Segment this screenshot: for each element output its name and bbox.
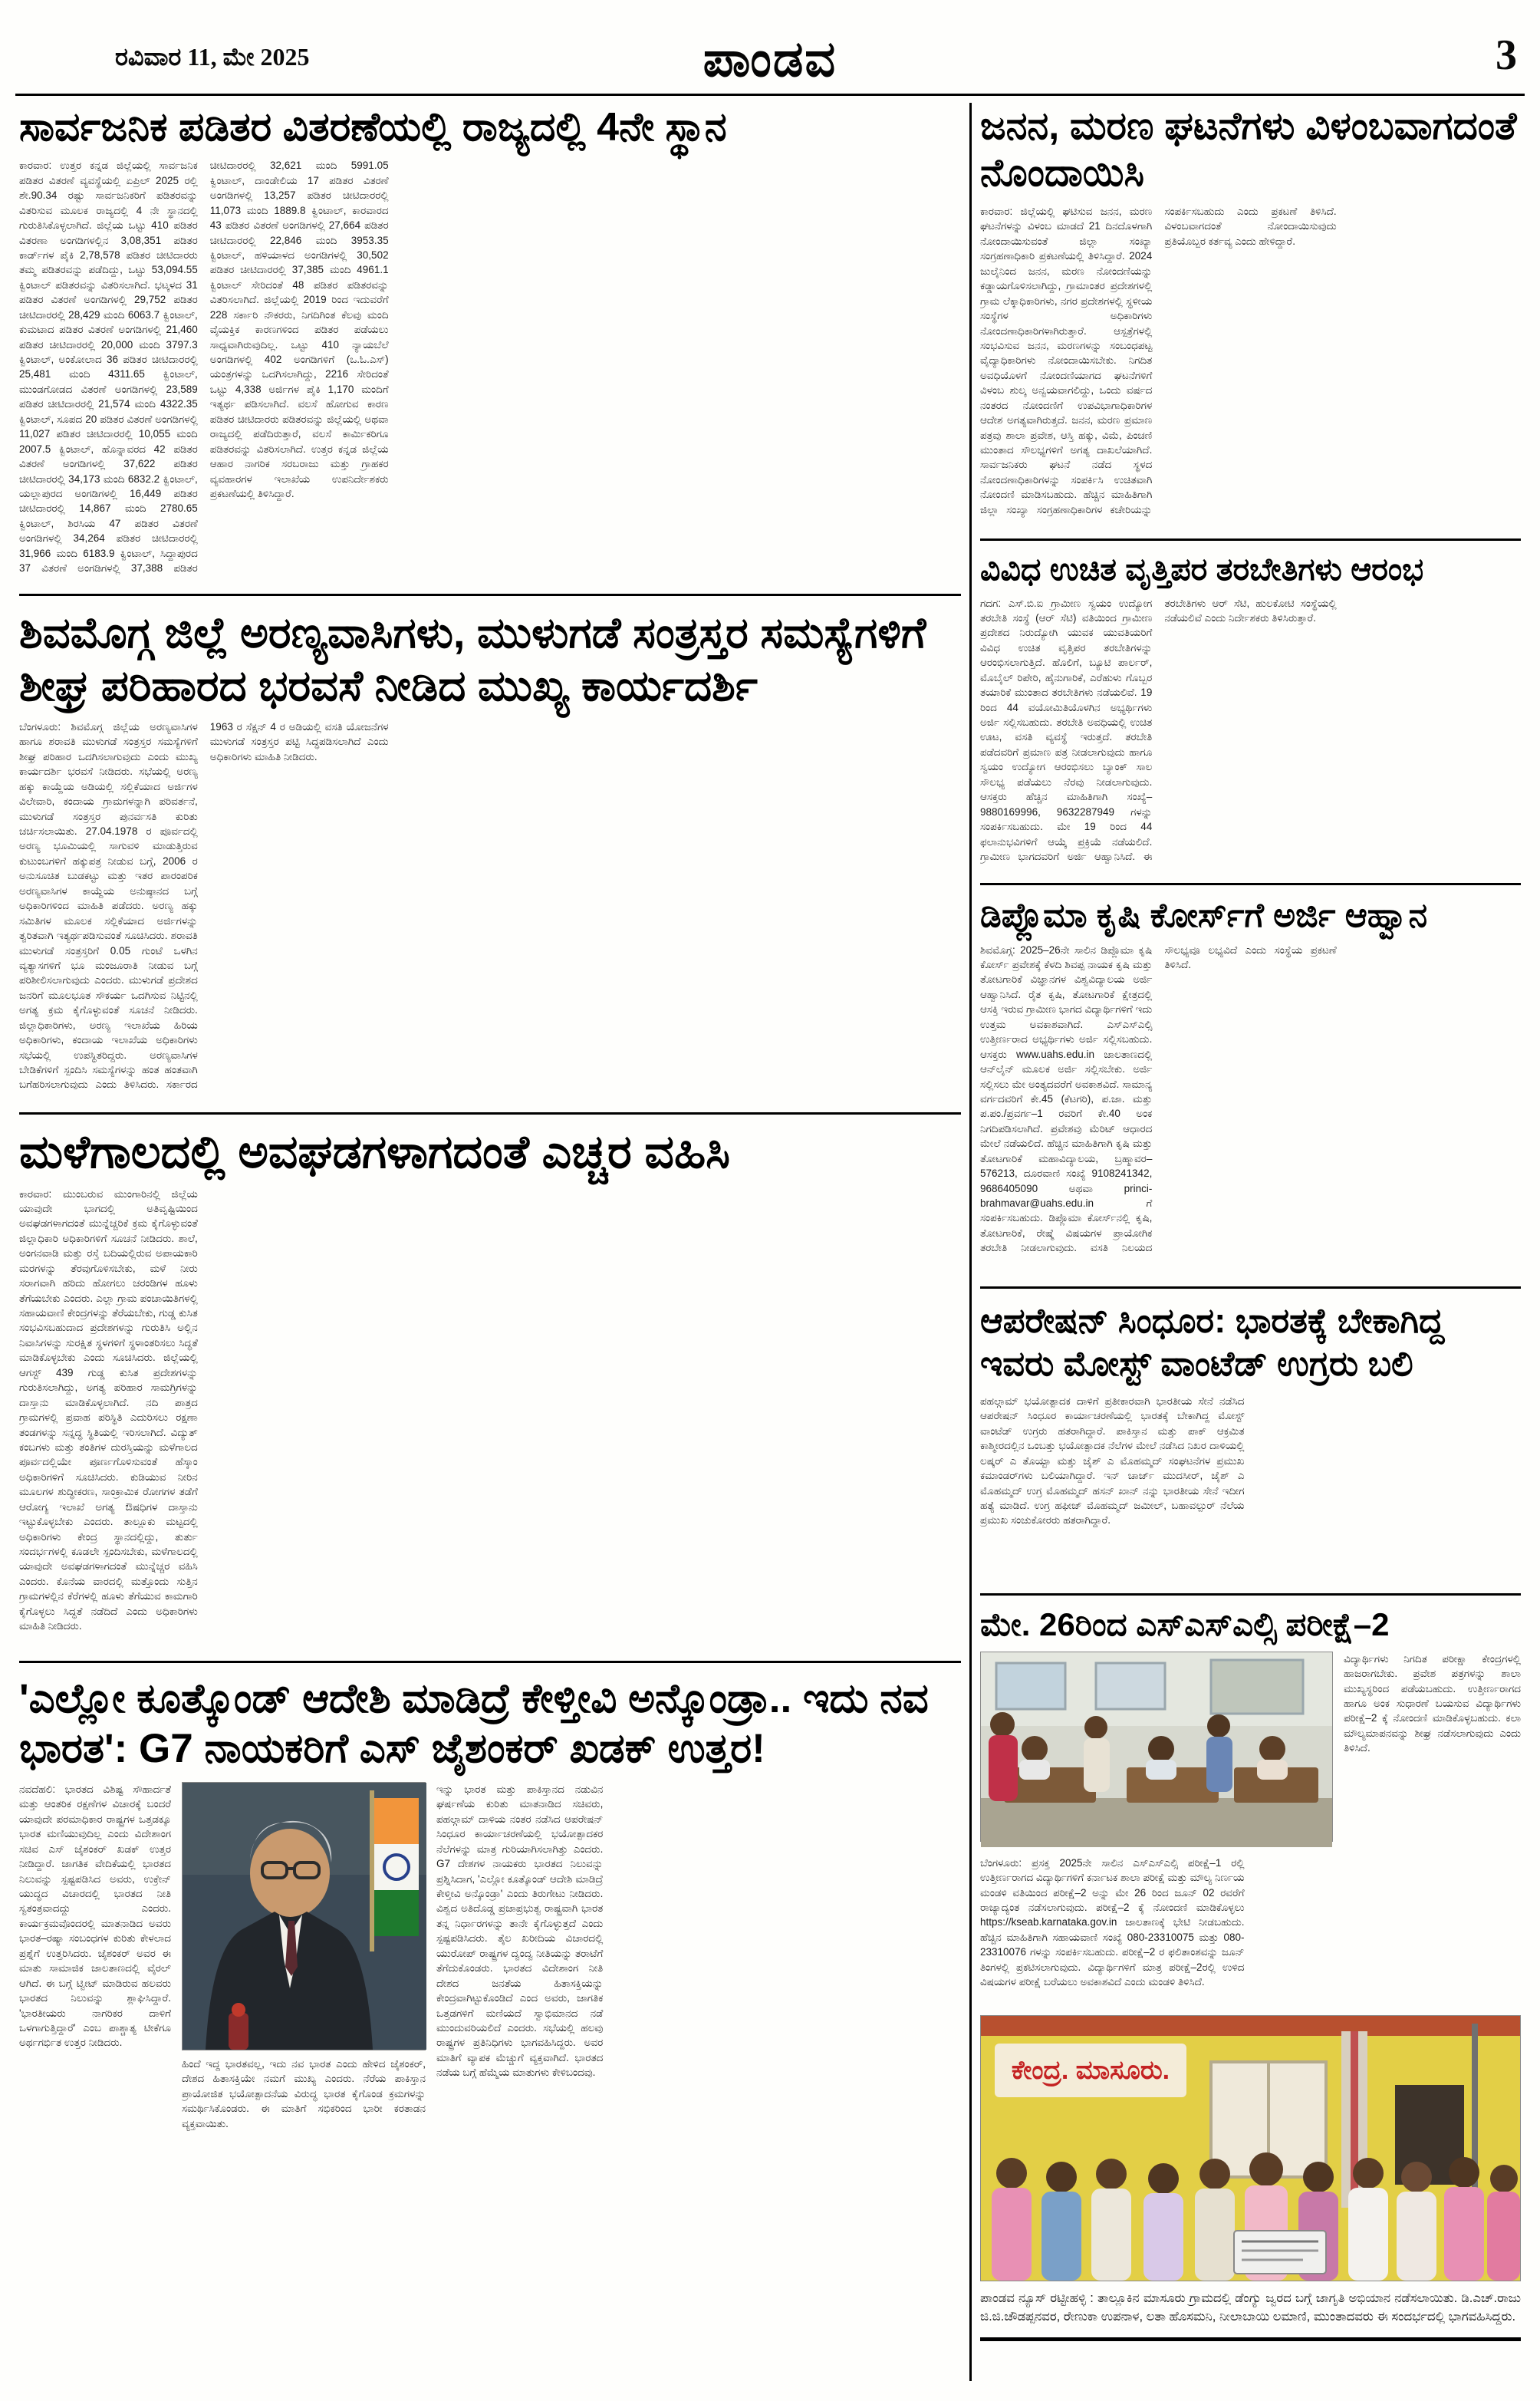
masthead-title: ಪಾಂಡವ bbox=[703, 31, 837, 87]
exam-hall-photo bbox=[980, 1652, 1333, 1842]
bottom-divider bbox=[980, 2337, 1521, 2341]
article-body: ಬೆಂಗಳೂರು: ಪ್ರಸಕ್ತ 2025ನೇ ಸಾಲಿನ ಎಸ್ಎಸ್ಎಲ್ಸಿ ಪರೀಕ್ಷೆ–1 ರಲ್ಲಿ ಉತ್ತೀರ್ಣರಾಗದ ವಿದ್ಯಾರ್ಥಿಗಳಿಗೆ ಕರ್ನಾಟಕ ಶಾಲಾ ಪರೀಕ್ಷೆ ಮತ್ತು ಮೌಲ್ಯ ನಿರ್ಣಯ ಮಂಡಳಿ ವತಿಯಿಂದ ಪರೀಕ್ಷೆ–2 ಅನ್ನು ಮೇ 26 ರಿಂದ ಜೂನ್ 02 ರವರೆಗೆ ರಾಜ್ಯಾದ್ಯಂತ ನಡೆಸಲಾಗುವುದು. ಪರೀಕ್ಷೆ–2 ಕ್ಕೆ ನೋಂದಣಿ ಮಾಡಿಕೊಳ್ಳಲು https://kseab.karnataka.gov.in ಜಾಲತಾಣಕ್ಕೆ ಭೇಟಿ ನೀಡಬಹುದು. ಹೆಚ್ಚಿನ ಮಾಹಿತಿಗಾಗಿ ಸಹಾಯವಾಣಿ ಸಂಖ್ಯೆ 080-23310075 ಮತ್ತು 080-23310076 ಗಳನ್ನು ಸಂಪರ್ಕಿಸಬಹುದು. ಪರೀಕ್ಷೆ–2 ರ ಫಲಿತಾಂಶವನ್ನು ಜೂನ್ ತಿಂಗಳಲ್ಲಿ ಪ್ರಕಟಿಸಲಾಗುವುದು. ವಿದ್ಯಾರ್ಥಿಗಳಿಗೆ ಮಾತ್ರ ಪರೀಕ್ಷೆ–2ರಲ್ಲಿ ಉಳಿದ ವಿಷಯಗಳ ಪರೀಕ್ಷೆ ಬರೆಯಲು ಅವಕಾಶವಿದೆ ಎಂದು ಮಂಡಳಿ ತಿಳಿಸಿದೆ. bbox=[980, 1856, 1245, 1988]
article-ration-distribution bbox=[19, 104, 961, 585]
article-birth-death-registration bbox=[980, 103, 1521, 529]
article-body: ನವದೆಹಲಿ: ಭಾರತದ ವಿಶಿಷ್ಟ ಸೌಹಾರ್ದತೆ ಮತ್ತು ಆಂತರಿಕ ರಕ್ಷಣೆಗಳ ವಿಚಾರಕ್ಕೆ ಬಂದರೆ ಯಾವುದೇ ಪರಮಾಧಿಕಾರ ರಾಷ್ಟ್ರಗಳ ಒತ್ತಡಕ್ಕೂ ಭಾರತ ಮಣಿಯುವುದಿಲ್ಲ ಎಂದು ವಿದೇಶಾಂಗ ಸಚಿವ ಎಸ್ ಜೈಶಂಕರ್ ಖಡಕ್ ಉತ್ತರ ನೀಡಿದ್ದಾರೆ. ಜಾಗತಿಕ ವೇದಿಕೆಯಲ್ಲಿ ಭಾರತದ ನಿಲುವನ್ನು ಸ್ಪಷ್ಟಪಡಿಸಿದ ಅವರು, ಉಕ್ರೇನ್ ಯುದ್ಧದ ವಿಚಾರದಲ್ಲಿ ಭಾರತದ ನೀತಿ ಸ್ವತಂತ್ರವಾದದ್ದು ಎಂದರು. ಕಾರ್ಯಕ್ರಮವೊಂದರಲ್ಲಿ ಮಾತನಾಡಿದ ಅವರು ಭಾರತ–ರಷ್ಯಾ ಸಂಬಂಧಗಳ ಕುರಿತು ಕೇಳಲಾದ ಪ್ರಶ್ನೆಗೆ ಉತ್ತರಿಸಿದರು. ಜೈಶಂಕರ್ ಅವರ ಈ ಮಾತು ಸಾಮಾಜಿಕ ಜಾಲತಾಣದಲ್ಲಿ ವೈರಲ್ ಆಗಿದೆ. ಈ ಬಗ್ಗೆ ಟ್ವೀಟ್ ಮಾಡಿರುವ ಹಲವರು ಭಾರತದ ನಿಲುವನ್ನು ಶ್ಲಾಘಿಸಿದ್ದಾರೆ. 'ಭಾರತೀಯರು ನಾಗರಿಕರ ದಾಳಿಗೆ ಒಳಗಾಗುತ್ತಿದ್ದಾರೆ' ಎಂಬ ಪಾಶ್ಚಾತ್ಯ ಟೀಕೆಗೂ ಅರ್ಥಗರ್ಭಿತ ಉತ್ತರ ನೀಡಿದರು. bbox=[19, 1783, 171, 2049]
article-photo-column bbox=[182, 1782, 426, 2324]
page-number: 3 bbox=[1496, 31, 1517, 79]
page-body bbox=[19, 103, 1521, 2381]
article-body: ಹಿಂದೆ ಇದ್ದ ಭಾರತವಲ್ಲ, ಇದು ನವ ಭಾರತ ಎಂದು ಹೇಳಿದ ಜೈಶಂಕರ್, ದೇಶದ ಹಿತಾಸಕ್ತಿಯೇ ನಮಗೆ ಮುಖ್ಯ ಎಂದರು. ನೆರೆಯ ಪಾಕಿಸ್ತಾನ ಪ್ರಾಯೋಜಿತ ಭಯೋತ್ಪಾದನೆಯ ವಿರುದ್ಧ ಭಾರತ ಕೈಗೊಂಡ ಕ್ರಮಗಳನ್ನು ಸಮರ್ಥಿಸಿಕೊಂಡರು. ಈ ಮಾತಿಗೆ ಸಭಿಕರಿಂದ ಭಾರೀ ಕರತಾಡನ ವ್ಯಕ್ತವಾಯಿತು. bbox=[182, 2057, 426, 2129]
article-operation-sindoor bbox=[980, 1299, 1521, 1584]
article-divider bbox=[19, 1661, 961, 1663]
dengue-awareness-photo bbox=[980, 2015, 1521, 2281]
article-headline: ಸಾರ್ವಜನಿಕ ಪಡಿತರ ವಿತರಣೆಯಲ್ಲಿ ರಾಜ್ಯದಲ್ಲಿ 4ನೇ ಸ್ಥಾನ bbox=[19, 105, 727, 150]
article-divider bbox=[980, 1593, 1521, 1596]
article-body: ಕಾರವಾರ: ಮುಂಬರುವ ಮುಂಗಾರಿನಲ್ಲಿ ಜಿಲ್ಲೆಯ ಯಾವುದೇ ಭಾಗದಲ್ಲಿ ಅತಿವೃಷ್ಟಿಯಿಂದ ಅವಘಡಗಳಾಗದಂತೆ ಮುನ್ನೆಚ್ಚರಿಕೆ ಕ್ರಮ ಕೈಗೊಳ್ಳುವಂತೆ ಜಿಲ್ಲಾಧಿಕಾರಿ ಅಧಿಕಾರಿಗಳಿಗೆ ಸೂಚನೆ ನೀಡಿದರು. ಶಾಲೆ, ಅಂಗನವಾಡಿ ಮತ್ತು ರಸ್ತೆ ಬದಿಯಲ್ಲಿರುವ ಅಪಾಯಕಾರಿ ಮರಗಳನ್ನು ತೆರವುಗೊಳಿಸಬೇಕು, ಮಳೆ ನೀರು ಸರಾಗವಾಗಿ ಹರಿದು ಹೋಗಲು ಚರಂಡಿಗಳ ಹೂಳು ತೆಗೆಯಬೇಕು ಎಂದರು. ಎಲ್ಲಾ ಗ್ರಾಮ ಪಂಚಾಯಿತಿಗಳಲ್ಲಿ ಸಹಾಯವಾಣಿ ಕೇಂದ್ರಗಳನ್ನು ತೆರೆಯಬೇಕು, ಗುಡ್ಡ ಕುಸಿತ ಸಂಭವಿಸಬಹುದಾದ ಪ್ರದೇಶಗಳನ್ನು ಗುರುತಿಸಿ ಅಲ್ಲಿನ ನಿವಾಸಿಗಳನ್ನು ಸುರಕ್ಷಿತ ಸ್ಥಳಗಳಿಗೆ ಸ್ಥಳಾಂತರಿಸಲು ಸಿದ್ಧತೆ ಮಾಡಿಕೊಳ್ಳಬೇಕು ಎಂದು ಸೂಚಿಸಿದರು. ಜಿಲ್ಲೆಯಲ್ಲಿ ಆಗಸ್ಟ್ 439 ಗುಡ್ಡ ಕುಸಿತ ಪ್ರದೇಶಗಳನ್ನು ಗುರುತಿಸಲಾಗಿದ್ದು, ಅಗತ್ಯ ಪರಿಹಾರ ಸಾಮಗ್ರಿಗಳನ್ನು ದಾಸ್ತಾನು ಮಾಡಿಕೊಳ್ಳಲಾಗಿದೆ. ನದಿ ಪಾತ್ರದ ಗ್ರಾಮಗಳಲ್ಲಿ ಪ್ರವಾಹ ಪರಿಸ್ಥಿತಿ ಎದುರಿಸಲು ರಕ್ಷಣಾ ತಂಡಗಳನ್ನು ಸನ್ನದ್ಧ ಸ್ಥಿತಿಯಲ್ಲಿ ಇರಿಸಲಾಗಿದೆ. ವಿದ್ಯುತ್ ಕಂಬಗಳು ಮತ್ತು ತಂತಿಗಳ ದುರಸ್ತಿಯನ್ನು ಮಳೆಗಾಲದ ಪೂರ್ವದಲ್ಲಿಯೇ ಪೂರ್ಣಗೊಳಿಸುವಂತೆ ಹೆಸ್ಕಾಂ ಅಧಿಕಾರಿಗಳಿಗೆ ಸೂಚಿಸಿದರು. ಕುಡಿಯುವ ನೀರಿನ ಮೂಲಗಳ ಶುದ್ಧೀಕರಣ, ಸಾಂಕ್ರಾಮಿಕ ರೋಗಗಳ ತಡೆಗೆ ಆರೋಗ್ಯ ಇಲಾಖೆ ಅಗತ್ಯ ಔಷಧಿಗಳ ದಾಸ್ತಾನು ಇಟ್ಟುಕೊಳ್ಳಬೇಕು ಎಂದರು. ತಾಲ್ಲೂಕು ಮಟ್ಟದಲ್ಲಿ ಅಧಿಕಾರಿಗಳು ಕೇಂದ್ರ ಸ್ಥಾನದಲ್ಲಿದ್ದು, ತುರ್ತು ಸಂದರ್ಭಗಳಲ್ಲಿ ಕೂಡಲೇ ಸ್ಪಂದಿಸಬೇಕು, ಮಳೆಗಾಲದಲ್ಲಿ ಯಾವುದೇ ಅವಘಡಗಳಾಗದಂತೆ ಮುನ್ನೆಚ್ಚರ ವಹಿಸಿ ಎಂದರು. ಕೊನೆಯ ವಾರದಲ್ಲಿ ಮತ್ತೊಂದು ಸುತ್ತಿನ ಗ್ರಾಮಗಳಲ್ಲಿನ ಕೆರೆಗಳಲ್ಲಿ ಹೂಳು ತೆಗೆಯುವ ಕಾಮಗಾರಿ ಕೈಗೊಳ್ಳಲು ಸಿದ್ಧತೆ ನಡೆದಿದೆ ಎಂದು ಅಧಿಕಾರಿಗಳು ಮಾಹಿತಿ ನೀಡಿದರು. bbox=[19, 1187, 198, 1632]
svg-text:ಕೇಂದ್ರ. ಮಾಸೂರು.: ಕೇಂದ್ರ. ಮಾಸೂರು. bbox=[1011, 2055, 1170, 2085]
article-headline: ಮೇ. 26ರಿಂದ ಎಸ್ಎಸ್ಎಲ್ಸಿ ಪರೀಕ್ಷೆ–2 bbox=[980, 1606, 1390, 1642]
article-column bbox=[19, 1782, 171, 2324]
article-body: ಕಾರವಾರ: ಉತ್ತರ ಕನ್ನಡ ಜಿಲ್ಲೆಯಲ್ಲಿ ಸಾರ್ವಜನಿಕ ಪಡಿತರ ವಿತರಣೆ ವ್ಯವಸ್ಥೆಯಲ್ಲಿ ಏಪ್ರಿಲ್ 2025 ರಲ್ಲಿ ಶೇ.90.34 ರಷ್ಟು ಸಾರ್ವಜನಿಕರಿಗೆ ಪಡಿತರವನ್ನು ವಿತರಿಸುವ ಮೂಲಕ ರಾಜ್ಯದಲ್ಲಿ 4 ನೇ ಸ್ಥಾನದಲ್ಲಿ ಗುರುತಿಸಿಕೊಳ್ಳಲಾಗಿದೆ. ಜಿಲ್ಲೆಯ ಒಟ್ಟು 410 ಪಡಿತರ ವಿತರಣಾ ಅಂಗಡಿಗಳಲ್ಲಿನ 3,08,351 ಪಡಿತರ ಕಾರ್ಡ್‌ಗಳ ಪೈಕಿ 2,78,578 ಪಡಿತರ ಚೀಟಿದಾರರು ತಮ್ಮ ಪಡಿತರವನ್ನು ಪಡೆದಿದ್ದು, ಒಟ್ಟು 53,094.55 ಕ್ವಿಂಟಾಲ್ ಪಡಿತರವನ್ನು ವಿತರಿಸಲಾಗಿದೆ. ಭಟ್ಕಳದ 31 ಪಡಿತರ ವಿತರಣೆ ಅಂಗಡಿಗಳಲ್ಲಿ 29,752 ಪಡಿತರ ಚೀಟಿದಾರರಲ್ಲಿ 28,429 ಮಂದಿ 6063.7 ಕ್ವಿಂಟಾಲ್, ಕುಮಟಾದ ಪಡಿತರ ವಿತರಣೆ ಅಂಗಡಿಗಳಲ್ಲಿ 21,460 ಪಡಿತರ ಚೀಟಿದಾರರಲ್ಲಿ 20,000 ಮಂದಿ 3797.3 ಕ್ವಿಂಟಾಲ್, ಅಂಕೋಲಾದ 36 ಪಡಿತರ ಚೀಟಿದಾರರಲ್ಲಿ 25,481 ಮಂದಿ 4311.65 ಕ್ವಿಂಟಾಲ್, ಮುಂಡಗೋಡದ ವಿತರಣೆ ಅಂಗಡಿಗಳಲ್ಲಿ 23,589 ಪಡಿತರ ಚೀಟಿದಾರರಲ್ಲಿ 21,574 ಮಂದಿ 4322.35 ಕ್ವಿಂಟಾಲ್, ಸೂಪದ 20 ಪಡಿತರ ವಿತರಣೆ ಅಂಗಡಿಗಳಲ್ಲಿ 11,027 ಪಡಿತರ ಚೀಟಿದಾರರಲ್ಲಿ 10,055 ಮಂದಿ 2007.5 ಕ್ವಿಂಟಾಲ್, ಹೊನ್ನಾವರದ 42 ಪಡಿತರ ವಿತರಣೆ ಅಂಗಡಿಗಳಲ್ಲಿ 37,622 ಪಡಿತರ ಚೀಟಿದಾರರಲ್ಲಿ 34,173 ಮಂದಿ 6832.2 ಕ್ವಿಂಟಾಲ್, ಯಲ್ಲಾಪುರದ ಅಂಗಡಿಗಳಲ್ಲಿ 16,449 ಪಡಿತರ ಚೀಟಿದಾರರಲ್ಲಿ 14,867 ಮಂದಿ 2780.65 ಕ್ವಿಂಟಾಲ್, ಶಿರಸಿಯ 47 ಪಡಿತರ ವಿತರಣೆ ಅಂಗಡಿಗಳಲ್ಲಿ 34,264 ಪಡಿತರ ಚೀಟಿದಾರರಲ್ಲಿ 31,966 ಮಂದಿ 6183.9 ಕ್ವಿಂಟಾಲ್, ಸಿದ್ದಾಪುರದ 37 ವಿತರಣೆ ಅಂಗಡಿಗಳಲ್ಲಿ 37,388 ಪಡಿತರ ಚೀಟಿದಾರರಲ್ಲಿ 32,621 ಮಂದಿ 5991.05 ಕ್ವಿಂಟಾಲ್, ದಾಂಡೇಲಿಯ 17 ಪಡಿತರ ವಿತರಣೆ ಅಂಗಡಿಗಳಲ್ಲಿ 13,257 ಪಡಿತರ ಚೀಟಿದಾರರಲ್ಲಿ 11,073 ಮಂದಿ 1889.8 ಕ್ವಿಂಟಾಲ್, ಕಾರವಾರದ 43 ಪಡಿತರ ವಿತರಣೆ ಅಂಗಡಿಗಳಲ್ಲಿ 27,664 ಪಡಿತರ ಚೀಟಿದಾರರಲ್ಲಿ 22,846 ಮಂದಿ 3953.35 ಕ್ವಿಂಟಾಲ್, ಹಳಿಯಾಳದ ಅಂಗಡಿಗಳಲ್ಲಿ 30,502 ಪಡಿತರ ಚೀಟಿದಾರರಲ್ಲಿ 37,385 ಮಂದಿ 4961.1 ಕ್ವಿಂಟಾಲ್ ಸೇರಿದಂತೆ 48 ಪಡಿತರ ಪಡಿತರವನ್ನು ವಿತರಿಸಲಾಗಿದೆ. ಜಿಲ್ಲೆಯಲ್ಲಿ 2019 ರಿಂದ ಇದುವರೆಗೆ 228 ಸರ್ಕಾರಿ ನೌಕರರು, ನಿಗದಿಗಿಂತ ಕೆಲವು ಮಂದಿ ವೈಯಕ್ತಿಕ ಕಾರಣಗಳಿಂದ ಪಡಿತರ ಪಡೆಯಲು ಸಾಧ್ಯವಾಗಿರುವುದಿಲ್ಲ. ಒಟ್ಟು 410 ನ್ಯಾಯಬೆಲೆ ಅಂಗಡಿಗಳಲ್ಲಿ 402 ಅಂಗಡಿಗಳಿಗೆ (ಒ.ಓ.ಎಸ್) ಯಂತ್ರಗಳನ್ನು ಒದಗಿಸಲಾಗಿದ್ದು, 2216 ಸೇರಿದಂತೆ ಒಟ್ಟು 4,338 ಅರ್ಜಿಗಳ ಪೈಕಿ 1,170 ಮಂದಿಗೆ ಇತ್ಯರ್ಥ ಪಡಿಸಲಾಗಿದೆ. ವಲಸೆ ಹೋಗುವ ಕಾರಣ ಪಡಿತರ ಚೀಟಿದಾರರು ಪಡಿತರವನ್ನು ಜಿಲ್ಲೆಯಲ್ಲಿ ಅಥವಾ ರಾಜ್ಯದಲ್ಲಿ ಪಡೆದಿರುತ್ತಾರೆ, ವಲಸೆ ಕಾರ್ಮಿಕರಿಗೂ ಪಡಿತರವನ್ನು ವಿತರಿಸಲಾಗಿದೆ. ಉತ್ತರ ಕನ್ನಡ ಜಿಲ್ಲೆಯ ಆಹಾರ ನಾಗರಿಕ ಸರಬರಾಜು ಮತ್ತು ಗ್ರಾಹಕರ ವ್ಯವಹಾರಗಳ ಇಲಾಖೆಯ ಉಪನಿರ್ದೇಶಕರು ಪ್ರಕಟಣೆಯಲ್ಲಿ ತಿಳಿಸಿದ್ದಾರೆ. bbox=[19, 160, 389, 575]
header-divider bbox=[15, 94, 1525, 96]
edition-date: ರವಿವಾರ 11, ಮೇ 2025 bbox=[115, 43, 310, 71]
article-diploma-agriculture bbox=[980, 896, 1521, 1277]
article-divider bbox=[980, 883, 1521, 885]
article-headline: 'ಎಲ್ಲೋ ಕೂತ್ಕೊಂಡ್ ಆದೇಶಿ ಮಾಡಿದ್ರೆ ಕೇಳ್ತೀವಿ ಅನ್ಕೊಂಡ್ರಾ.. ಇದು ನವ ಭಾರತ': G7 ನಾಯಕರಿಗೆ ಎಸ್ ಜೈಶಂಕರ್ ಖಡಕ್ ಉತ್ತರ! bbox=[19, 1675, 929, 1772]
article-body: ಕಾರವಾರ: ಜಿಲ್ಲೆಯಲ್ಲಿ ಘಟಿಸುವ ಜನನ, ಮರಣ ಘಟನೆಗಳನ್ನು ವಿಳಂಬ ಮಾಡದೆ 21 ದಿನದೊಳಗಾಗಿ ನೋಂದಾಯಿಸುವಂತೆ ಜಿಲ್ಲಾ ಸಂಖ್ಯಾ ಸಂಗ್ರಹಣಾಧಿಕಾರಿ ಪ್ರಕಟಣೆಯಲ್ಲಿ ತಿಳಿಸಿದ್ದಾರೆ. 2024 ಜುಲೈನಿಂದ ಜನನ, ಮರಣ ನೋಂದಣಿಯನ್ನು ಕಡ್ಡಾಯಗೊಳಿಸಲಾಗಿದ್ದು, ಗ್ರಾಮಾಂತರ ಪ್ರದೇಶಗಳಲ್ಲಿ ಗ್ರಾಮ ಲೆಕ್ಕಾಧಿಕಾರಿಗಳು, ನಗರ ಪ್ರದೇಶಗಳಲ್ಲಿ ಸ್ಥಳೀಯ ಸಂಸ್ಥೆಗಳ ಅಧಿಕಾರಿಗಳು ನೋಂದಣಾಧಿಕಾರಿಗಳಾಗಿರುತ್ತಾರೆ. ಆಸ್ಪತ್ರೆಗಳಲ್ಲಿ ಸಂಭವಿಸುವ ಜನನ, ಮರಣಗಳನ್ನು ಸಂಬಂಧಪಟ್ಟ ವೈದ್ಯಾಧಿಕಾರಿಗಳು ನೋಂದಾಯಿಸಬೇಕು. ನಿಗದಿತ ಅವಧಿಯೊಳಗೆ ನೋಂದಣಿಯಾಗದ ಘಟನೆಗಳಿಗೆ ವಿಳಂಬ ಶುಲ್ಕ ಅನ್ವಯವಾಗಲಿದ್ದು, ಒಂದು ವರ್ಷದ ನಂತರದ ನೋಂದಣಿಗೆ ಉಪವಿಭಾಗಾಧಿಕಾರಿಗಳ ಆದೇಶ ಅಗತ್ಯವಾಗಿರುತ್ತದೆ. ಜನನ, ಮರಣ ಪ್ರಮಾಣ ಪತ್ರವು ಶಾಲಾ ಪ್ರವೇಶ, ಆಸ್ತಿ ಹಕ್ಕು, ವಿಮೆ, ಪಿಂಚಣಿ ಮುಂತಾದ ಸೌಲಭ್ಯಗಳಿಗೆ ಅಗತ್ಯ ದಾಖಲೆಯಾಗಿದೆ. ಸಾರ್ವಜನಿಕರು ಘಟನೆ ನಡೆದ ಸ್ಥಳದ ನೋಂದಣಾಧಿಕಾರಿಗಳನ್ನು ಸಂಪರ್ಕಿಸಿ ಉಚಿತವಾಗಿ ನೋಂದಣಿ ಮಾಡಿಸಬಹುದು. ಹೆಚ್ಚಿನ ಮಾಹಿತಿಗಾಗಿ ಜಿಲ್ಲಾ ಸಂಖ್ಯಾ ಸಂಗ್ರಹಣಾಧಿಕಾರಿಗಳ ಕಚೇರಿಯನ್ನು ಸಂಪರ್ಕಿಸಬಹುದು ಎಂದು ಪ್ರಕಟಣೆ ತಿಳಿಸಿದೆ. ವಿಳಂಬವಾಗದಂತೆ ನೋಂದಾಯಿಸುವುದು ಪ್ರತಿಯೊಬ್ಬರ ಕರ್ತವ್ಯ ಎಂದು ಹೇಳಿದ್ದಾರೆ. bbox=[980, 206, 1337, 515]
article-divider bbox=[19, 1112, 961, 1115]
article-body: ಶಿವಮೊಗ್ಗ: 2025–26ನೇ ಸಾಲಿನ ಡಿಪ್ಲೊಮಾ ಕೃಷಿ ಕೋರ್ಸ್ ಪ್ರವೇಶಕ್ಕೆ ಕೆಳದಿ ಶಿವಪ್ಪ ನಾಯಕ ಕೃಷಿ ಮತ್ತು ತೋಟಗಾರಿಕೆ ವಿಜ್ಞಾನಗಳ ವಿಶ್ವವಿದ್ಯಾಲಯ ಅರ್ಜಿ ಆಹ್ವಾನಿಸಿದೆ. ರೈತ ಕೃಷಿ, ತೋಟಗಾರಿಕೆ ಕ್ಷೇತ್ರದಲ್ಲಿ ಆಸಕ್ತಿ ಇರುವ ಗ್ರಾಮೀಣ ಭಾಗದ ವಿದ್ಯಾರ್ಥಿಗಳಿಗೆ ಇದು ಉತ್ತಮ ಅವಕಾಶವಾಗಿದೆ. ಎಸ್ಎಸ್ಎಲ್ಸಿ ಉತ್ತೀರ್ಣರಾದ ಅಭ್ಯರ್ಥಿಗಳು ಅರ್ಜಿ ಸಲ್ಲಿಸಬಹುದು. ಆಸಕ್ತರು www.uahs.edu.in ಜಾಲತಾಣದಲ್ಲಿ ಆನ್‌ಲೈನ್ ಮೂಲಕ ಅರ್ಜಿ ಸಲ್ಲಿಸಬೇಕು. ಅರ್ಜಿ ಸಲ್ಲಿಸಲು ಮೇ ಅಂತ್ಯದವರೆಗೆ ಅವಕಾಶವಿದೆ. ಸಾಮಾನ್ಯ ವರ್ಗದವರಿಗೆ ಕೇ.45 (ಕೆಟಗರಿ), ಪ.ಜಾ. ಮತ್ತು ಪ.ಪಂ./ಪ್ರವರ್ಗ–1 ರವರಿಗೆ ಕೇ.40 ಅಂಕ ನಿಗದಿಪಡಿಸಲಾಗಿದೆ. ಪ್ರವೇಶವು ಮೆರಿಟ್ ಆಧಾರದ ಮೇಲೆ ನಡೆಯಲಿದೆ. ಹೆಚ್ಚಿನ ಮಾಹಿತಿಗಾಗಿ ಕೃಷಿ ಮತ್ತು ತೋಟಗಾರಿಕೆ ಮಹಾವಿದ್ಯಾಲಯ, ಬ್ರಹ್ಮಾವರ–576213, ದೂರವಾಣಿ ಸಂಖ್ಯೆ 9108241342, 9686405090 ಅಥವಾ princi-brahmavar@uahs.edu.in ಗೆ ಸಂಪರ್ಕಿಸಬಹುದು. ಡಿಪ್ಲೊಮಾ ಕೋರ್ಸ್‌ನಲ್ಲಿ ಕೃಷಿ, ತೋಟಗಾರಿಕೆ, ರೇಷ್ಮೆ ವಿಷಯಗಳ ಪ್ರಾಯೋಗಿಕ ತರಬೇತಿ ನೀಡಲಾಗುವುದು. ವಸತಿ ನಿಲಯದ ಸೌಲಭ್ಯವೂ ಲಭ್ಯವಿದೆ ಎಂದು ಸಂಸ್ಥೆಯ ಪ್ರಕಟಣೆ ತಿಳಿಸಿದೆ. bbox=[980, 944, 1337, 1254]
article-free-trainings bbox=[980, 552, 1521, 874]
article-headline: ಆಪರೇಷನ್ ಸಿಂಧೂರ: ಭಾರತಕ್ಕೆ ಬೇಕಾಗಿದ್ದ ಇವರು ಮೋಸ್ಟ್ ವಾಂಟೆಡ್ ಉಗ್ರರು ಬಲಿ bbox=[980, 1300, 1445, 1384]
article-monsoon-caution bbox=[19, 1125, 961, 1652]
article-sslc-exam2 bbox=[980, 1606, 1521, 2015]
photo-caption: ಪಾಂಡವ ನ್ಯೂಸ್ ರಟ್ಟೀಹಳ್ಳಿ : ತಾಲ್ಲೂಕಿನ ಮಾಸೂರು ಗ್ರಾಮದಲ್ಲಿ ಡೆಂಗ್ಯು ಜ್ವರದ ಬಗ್ಗೆ ಜಾಗೃತಿ ಅಭಿಯಾನ ನಡೆಸಲಾಯಿತು. ಡಿ.ಎಚ್.ರಾಜು ಜಿ.ಜಿ.ಚೌಡಪ್ಪನವರ, ರೇಣುಕಾ ಉಪನಾಳ, ಲತಾ ಹೊಸಮನಿ, ನೀಲಾಬಾಯಿ ಲಮಾಣಿ, ಮುಂತಾದವರು ಈ ಸಂದರ್ಭದಲ್ಲಿ ಭಾಗವಹಿಸಿದ್ದರು. bbox=[980, 2291, 1521, 2324]
article-headline: ಶಿವಮೊಗ್ಗ ಜಿಲ್ಲೆ ಅರಣ್ಯವಾಸಿಗಳು, ಮುಳುಗಡೆ ಸಂತ್ರಸ್ತರ ಸಮಸ್ಯೆಗಳಿಗೆ ಶೀಘ್ರ ಪರಿಹಾರದ ಭರವಸೆ ನೀಡಿದ ಮುಖ್ಯ ಕಾರ್ಯದರ್ಶಿ bbox=[19, 608, 926, 710]
article-divider bbox=[980, 1286, 1521, 1289]
article-divider bbox=[19, 594, 961, 596]
article-headline: ಡಿಪ್ಲೊಮಾ ಕೃಷಿ ಕೋರ್ಸ್‌ಗೆ ಅರ್ಜಿ ಆಹ್ವಾನ bbox=[980, 896, 1428, 934]
article-body: ಗದಗ: ಎಸ್.ಬಿ.ಐ ಗ್ರಾಮೀಣ ಸ್ವಯಂ ಉದ್ಯೋಗ ತರಬೇತಿ ಸಂಸ್ಥೆ (ಆರ್ ಸೆಟಿ) ವತಿಯಿಂದ ಗ್ರಾಮೀಣ ಪ್ರದೇಶದ ನಿರುದ್ಯೋಗಿ ಯುವಕ ಯುವತಿಯರಿಗೆ ವಿವಿಧ ಉಚಿತ ವೃತ್ತಿಪರ ತರಬೇತಿಗಳನ್ನು ಆರಂಭಿಸಲಾಗುತ್ತಿದೆ. ಹೊಲಿಗೆ, ಬ್ಯೂಟಿ ಪಾರ್ಲರ್, ಮೊಬೈಲ್ ರಿಪೇರಿ, ಹೈನುಗಾರಿಕೆ, ಎರೆಹುಳು ಗೊಬ್ಬರ ತಯಾರಿಕೆ ಮುಂತಾದ ತರಬೇತಿಗಳು ನಡೆಯಲಿವೆ. 19 ರಿಂದ 44 ವಯೋಮಿತಿಯೊಳಗಿನ ಅಭ್ಯರ್ಥಿಗಳು ಅರ್ಜಿ ಸಲ್ಲಿಸಬಹುದು. ತರಬೇತಿ ಅವಧಿಯಲ್ಲಿ ಉಚಿತ ಊಟ, ವಸತಿ ವ್ಯವಸ್ಥೆ ಇರುತ್ತದೆ. ತರಬೇತಿ ಪಡೆದವರಿಗೆ ಪ್ರಮಾಣ ಪತ್ರ ನೀಡಲಾಗುವುದು ಹಾಗೂ ಸ್ವಯಂ ಉದ್ಯೋಗ ಆರಂಭಿಸಲು ಬ್ಯಾಂಕ್ ಸಾಲ ಸೌಲಭ್ಯ ಪಡೆಯಲು ನೆರವು ನೀಡಲಾಗುವುದು. ಆಸಕ್ತರು ಹೆಚ್ಚಿನ ಮಾಹಿತಿಗಾಗಿ ಸಂಖ್ಯೆ–9880169996, 9632287949 ಗಳನ್ನು ಸಂಪರ್ಕಿಸಬಹುದು. ಮೇ 19 ರಿಂದ 44 ಫಲಾನುಭವಿಗಳಿಗೆ ಆಯ್ಕೆ ಪ್ರಕ್ರಿಯೆ ನಡೆಯಲಿದೆ. ಗ್ರಾಮೀಣ ಭಾಗದವರಿಗೆ ಅರ್ಜಿ ಆಹ್ವಾನಿಸಿದೆ. ಈ ತರಬೇತಿಗಳು ಆರ್ ಸೆಟಿ, ಹುಲಕೋಟಿ ಸಂಸ್ಥೆಯಲ್ಲಿ ನಡೆಯಲಿವೆ ಎಂದು ನಿರ್ದೇಶಕರು ತಿಳಿಸಿರುತ್ತಾರೆ. bbox=[980, 597, 1337, 862]
article-headline: ಜನನ, ಮರಣ ಘಟನೆಗಳು ವಿಳಂಬವಾಗದಂತೆ ನೊಂದಾಯಿಸಿ bbox=[980, 104, 1517, 194]
article-columns bbox=[436, 1782, 961, 2324]
right-section bbox=[980, 103, 1521, 2381]
dengue-awareness-photo-block bbox=[980, 2015, 1521, 2342]
article-shivamogga-relief bbox=[19, 607, 961, 1103]
article-body: ಇನ್ನು ಭಾರತ ಮತ್ತು ಪಾಕಿಸ್ತಾನದ ನಡುವಿನ ಘರ್ಷಣೆಯ ಕುರಿತು ಮಾತನಾಡಿದ ಸಚಿವರು, ಪಹಲ್ಗಾಮ್ ದಾಳಿಯ ನಂತರ ನಡೆಸಿದ ಆಪರೇಷನ್ ಸಿಂಧೂರ ಕಾರ್ಯಾಚರಣೆಯಲ್ಲಿ ಭಯೋತ್ಪಾದಕರ ನೆಲೆಗಳನ್ನು ಮಾತ್ರ ಗುರಿಯಾಗಿಸಲಾಗಿತ್ತು ಎಂದರು. G7 ದೇಶಗಳ ನಾಯಕರು ಭಾರತದ ನಿಲುವನ್ನು ಪ್ರಶ್ನಿಸಿದಾಗ, 'ಎಲ್ಲೋ ಕೂತ್ಕೊಂಡ್ ಆದೇಶಿ ಮಾಡಿದ್ರೆ ಕೇಳ್ತೀವಿ ಅನ್ಕೊಂಡ್ರಾ' ಎಂದು ತಿರುಗೇಟು ನೀಡಿದರು. ವಿಶ್ವದ ಅತಿದೊಡ್ಡ ಪ್ರಜಾಪ್ರಭುತ್ವ ರಾಷ್ಟ್ರವಾಗಿ ಭಾರತ ತನ್ನ ನಿರ್ಧಾರಗಳನ್ನು ತಾನೇ ಕೈಗೊಳ್ಳುತ್ತದೆ ಎಂದು ಸ್ಪಷ್ಟಪಡಿಸಿದರು. ತೈಲ ಖರೀದಿಯ ವಿಚಾರದಲ್ಲಿ ಯುರೋಪ್ ರಾಷ್ಟ್ರಗಳ ದ್ವಂದ್ವ ನೀತಿಯನ್ನು ತರಾಟೆಗೆ ತೆಗೆದುಕೊಂಡರು. ಭಾರತದ ವಿದೇಶಾಂಗ ನೀತಿ ದೇಶದ ಜನತೆಯ ಹಿತಾಸಕ್ತಿಯನ್ನು ಕೇಂದ್ರವಾಗಿಟ್ಟುಕೊಂಡಿದೆ ಎಂದ ಅವರು, ಜಾಗತಿಕ ಒತ್ತಡಗಳಿಗೆ ಮಣಿಯದೆ ಸ್ವಾಭಿಮಾನದ ನಡೆ ಮುಂದುವರಿಯಲಿದೆ ಎಂದರು. ಸಭೆಯಲ್ಲಿ ಹಲವು ರಾಷ್ಟ್ರಗಳ ಪ್ರತಿನಿಧಿಗಳು ಭಾಗವಹಿಸಿದ್ದರು. ಅವರ ಮಾತಿಗೆ ವ್ಯಾಪಕ ಮೆಚ್ಚುಗೆ ವ್ಯಕ್ತವಾಗಿದೆ. ಭಾರತದ ನಡೆಯ ಬಗ್ಗೆ ಹೆಮ್ಮೆಯ ಮಾತುಗಳು ಕೇಳಿಬಂದವು. bbox=[436, 1783, 604, 2079]
section-divider bbox=[969, 103, 972, 2381]
jaishankar-photo bbox=[182, 1782, 426, 2050]
article-divider bbox=[980, 538, 1521, 541]
article-headline: ವಿವಿಧ ಉಚಿತ ವೃತ್ತಿಪರ ತರಬೇತಿಗಳು ಆರಂಭ bbox=[980, 552, 1424, 587]
article-body: ಪಹಲ್ಗಾಮ್ ಭಯೋತ್ಪಾದಕ ದಾಳಿಗೆ ಪ್ರತೀಕಾರವಾಗಿ ಭಾರತೀಯ ಸೇನೆ ನಡೆಸಿದ ಆಪರೇಷನ್ ಸಿಂಧೂರ ಕಾರ್ಯಾಚರಣೆಯಲ್ಲಿ ಭಾರತಕ್ಕೆ ಬೇಕಾಗಿದ್ದ ಮೋಸ್ಟ್ ವಾಂಟೆಡ್ ಉಗ್ರರು ಹತರಾಗಿದ್ದಾರೆ. ಪಾಕಿಸ್ತಾನ ಮತ್ತು ಪಾಕ್ ಆಕ್ರಮಿತ ಕಾಶ್ಮೀರದಲ್ಲಿನ ಒಂಬತ್ತು ಭಯೋತ್ಪಾದಕ ನೆಲೆಗಳ ಮೇಲೆ ನಡೆಸಿದ ನಿಖರ ದಾಳಿಯಲ್ಲಿ ಲಷ್ಕರ್ ಎ ತೊಯ್ಬಾ ಮತ್ತು ಜೈಶ್ ಎ ಮೊಹಮ್ಮದ್ ಸಂಘಟನೆಗಳ ಪ್ರಮುಖ ಕಮಾಂಡರ್‌ಗಳು ಬಲಿಯಾಗಿದ್ದಾರೆ. ಇನ್ ಚಾರ್ಜ್ ಮುದಸೀರ್, ಜೈಶ್ ಎ ಮೊಹಮ್ಮದ್ ಉಗ್ರ ಮೊಹಮ್ಮದ್ ಹಸನ್ ಖಾನ್ ನನ್ನು ಭಾರತೀಯ ಸೇನೆ ಇದೀಗ ಹತ್ಯೆ ಮಾಡಿದೆ. ಉಗ್ರ ಹಫೀಜ್ ಮೊಹಮ್ಮದ್ ಜಮೀಲ್, ಬಹಾವಲ್ಪುರ್ ನೆಲೆಯ ಪ್ರಮುಖ ಸಂಚುಕೋರರು ಹತರಾಗಿದ್ದಾರೆ. bbox=[980, 1395, 1245, 1527]
article-body: ವಿದ್ಯಾರ್ಥಿಗಳು ನಿಗದಿತ ಪರೀಕ್ಷಾ ಕೇಂದ್ರಗಳಲ್ಲಿ ಹಾಜರಾಗಬೇಕು. ಪ್ರವೇಶ ಪತ್ರಗಳನ್ನು ಶಾಲಾ ಮುಖ್ಯಸ್ಥರಿಂದ ಪಡೆಯಬಹುದು. ಉತ್ತೀರ್ಣರಾಗದ ಹಾಗೂ ಅಂಕ ಸುಧಾರಣೆ ಬಯಸುವ ವಿದ್ಯಾರ್ಥಿಗಳು ಪರೀಕ್ಷೆ–2 ಕ್ಕೆ ನೋಂದಣಿ ಮಾಡಿಕೊಳ್ಳಬಹುದು. ಕಲಾ ಮೌಲ್ಯಮಾಪನವನ್ನು ಶೀಘ್ರ ನಡೆಸಲಾಗುವುದು ಎಂದು ತಿಳಿಸಿದೆ. bbox=[1344, 1652, 1521, 1754]
left-section bbox=[19, 103, 961, 2381]
article-headline: ಮಳೆಗಾಲದಲ್ಲಿ ಅವಘಡಗಳಾಗದಂತೆ ಎಚ್ಚರ ವಹಿಸಿ bbox=[19, 1125, 731, 1177]
article-body: ಬೆಂಗಳೂರು: ಶಿವಮೊಗ್ಗ ಜಿಲ್ಲೆಯ ಅರಣ್ಯವಾಸಿಗಳ ಹಾಗೂ ಶರಾವತಿ ಮುಳುಗಡೆ ಸಂತ್ರಸ್ತರ ಸಮಸ್ಯೆಗಳಿಗೆ ಶೀಘ್ರ ಪರಿಹಾರ ಒದಗಿಸಲಾಗುವುದು ಎಂದು ಮುಖ್ಯ ಕಾರ್ಯದರ್ಶಿ ಭರವಸೆ ನೀಡಿದರು. ಸಭೆಯಲ್ಲಿ ಅರಣ್ಯ ಹಕ್ಕು ಕಾಯ್ದೆಯ ಅಡಿಯಲ್ಲಿ ಸಲ್ಲಿಕೆಯಾದ ಅರ್ಜಿಗಳ ವಿಲೇವಾರಿ, ಕಂದಾಯ ಗ್ರಾಮಗಳನ್ನಾಗಿ ಪರಿವರ್ತನೆ, ಮುಳುಗಡೆ ಸಂತ್ರಸ್ತರ ಪುನರ್ವಸತಿ ಕುರಿತು ಚರ್ಚಿಸಲಾಯಿತು. 27.04.1978 ರ ಪೂರ್ವದಲ್ಲಿ ಅರಣ್ಯ ಭೂಮಿಯಲ್ಲಿ ಸಾಗುವಳಿ ಮಾಡುತ್ತಿರುವ ಕುಟುಂಬಗಳಿಗೆ ಹಕ್ಕುಪತ್ರ ನೀಡುವ ಬಗ್ಗೆ, 2006 ರ ಅನುಸೂಚಿತ ಬುಡಕಟ್ಟು ಮತ್ತು ಇತರ ಪಾರಂಪರಿಕ ಅರಣ್ಯವಾಸಿಗಳ ಕಾಯ್ದೆಯ ಅನುಷ್ಠಾನದ ಬಗ್ಗೆ ಅಧಿಕಾರಿಗಳಿಂದ ಮಾಹಿತಿ ಪಡೆದರು. ಅರಣ್ಯ ಹಕ್ಕು ಸಮಿತಿಗಳ ಮೂಲಕ ಸಲ್ಲಿಕೆಯಾದ ಅರ್ಜಿಗಳನ್ನು ತ್ವರಿತವಾಗಿ ಇತ್ಯರ್ಥಪಡಿಸುವಂತೆ ಸೂಚಿಸಿದರು. ಶರಾವತಿ ಮುಳುಗಡೆ ಸಂತ್ರಸ್ತರಿಗೆ 0.05 ಗುಂಟೆ ಒಳಗಿನ ವ್ಯತ್ಯಾಸಗಳಿಗೆ ಭೂ ಮಂಜೂರಾತಿ ನೀಡುವ ಬಗ್ಗೆ ಪರಿಶೀಲಿಸಲಾಗುವುದು ಎಂದರು. ಮುಳುಗಡೆ ಪ್ರದೇಶದ ಜನರಿಗೆ ಮೂಲಭೂತ ಸೌಕರ್ಯ ಒದಗಿಸುವ ನಿಟ್ಟಿನಲ್ಲಿ ಅಗತ್ಯ ಕ್ರಮ ಕೈಗೊಳ್ಳುವಂತೆ ಸೂಚನೆ ನೀಡಿದರು. ಜಿಲ್ಲಾಧಿಕಾರಿಗಳು, ಅರಣ್ಯ ಇಲಾಖೆಯ ಹಿರಿಯ ಅಧಿಕಾರಿಗಳು, ಕಂದಾಯ ಇಲಾಖೆಯ ಅಧಿಕಾರಿಗಳು ಸಭೆಯಲ್ಲಿ ಉಪಸ್ಥಿತರಿದ್ದರು. ಅರಣ್ಯವಾಸಿಗಳ ಬೇಡಿಕೆಗಳಿಗೆ ಸ್ಪಂದಿಸಿ ಸಮಸ್ಯೆಗಳನ್ನು ಹಂತ ಹಂತವಾಗಿ ಬಗೆಹರಿಸಲಾಗುವುದು ಎಂದು ತಿಳಿಸಿದರು. ಸರ್ಕಾರದ 1963 ರ ಸೆಕ್ಷನ್ 4 ರ ಅಡಿಯಲ್ಲಿ ವಸತಿ ಯೋಜನೆಗಳ ಮುಳುಗಡೆ ಸಂತ್ರಸ್ತರ ಪಟ್ಟಿ ಸಿದ್ಧಪಡಿಸಲಾಗಿದೆ ಎಂದು ಅಧಿಕಾರಿಗಳು ಮಾಹಿತಿ ನೀಡಿದರು. bbox=[19, 720, 389, 1091]
article-jaishankar-g7 bbox=[19, 1674, 961, 2324]
